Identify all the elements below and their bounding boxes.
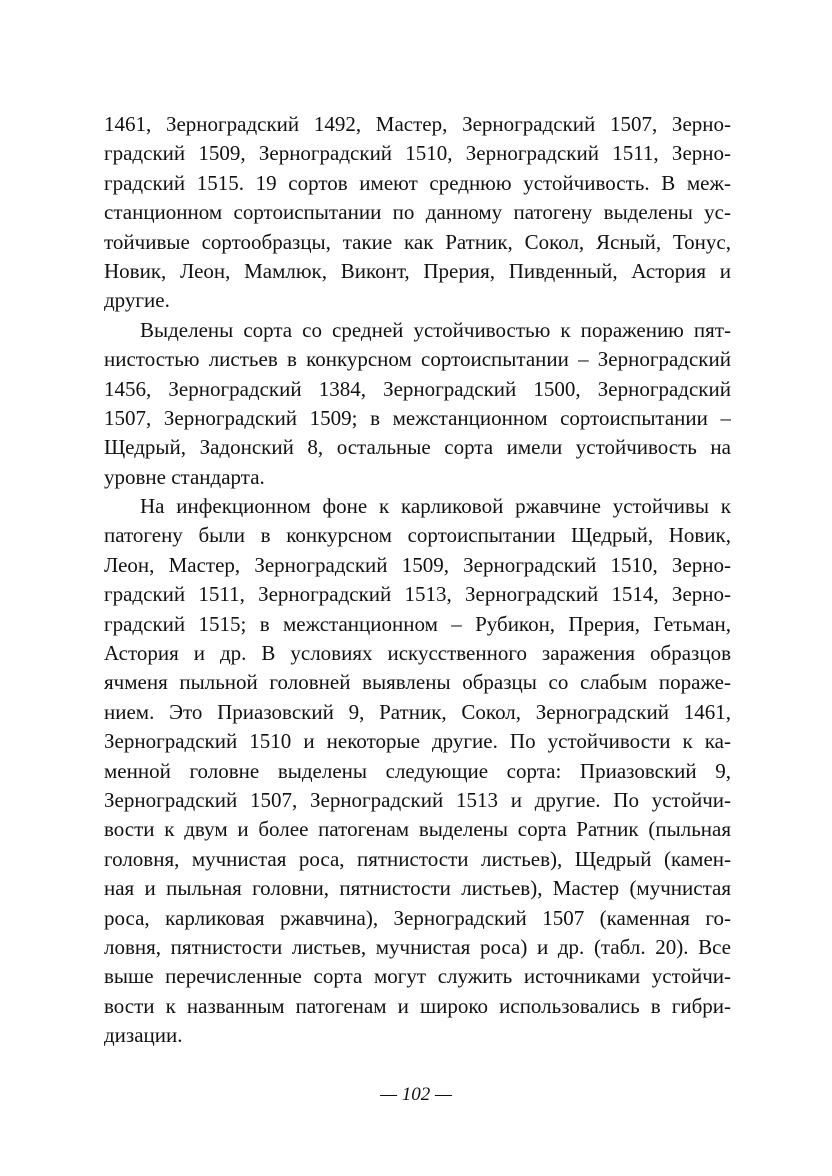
paragraph-2 xyxy=(104,316,731,492)
text-line: уровне стандарта. xyxy=(104,464,265,489)
text-line: ная и пыльная головни, пятнистости листьев), Мастер (мучнистая xyxy=(104,876,731,901)
text-line: На инфекционном фоне к карликовой ржавчине устойчивы к xyxy=(140,494,731,519)
text-line: 1461, Зерноградский 1492, Мастер, Зерноградский 1507, Зерно- xyxy=(104,112,731,136)
text-line: Новик, Леон, Мамлюк, Виконт, Прерия, Пивденный, Астория и xyxy=(104,258,731,283)
text-line: Выделены сорта со средней устойчивостью к поражению пят- xyxy=(140,317,731,342)
text-line: нием. Это Приазовский 9, Ратник, Сокол, Зерноградский 1461, xyxy=(104,699,731,724)
text-line: Астория и др. В условиях искусственного заражения образцов xyxy=(104,641,731,666)
text-line: вости к двум и более патогенам выделены сорта Ратник (пыльная xyxy=(104,817,731,842)
text-line: дизации. xyxy=(104,1023,183,1048)
text-line: станционном сортоиспытании по данному патогену выделены ус- xyxy=(104,200,731,225)
text-line: патогену были в конкурсном сортоиспытании Щедрый, Новик, xyxy=(104,523,731,548)
text-line: другие. xyxy=(104,288,170,313)
text-line: тойчивые сортообразцы, такие как Ратник, Сокол, Ясный, Тонус, xyxy=(104,229,731,254)
page-number: — 102 — xyxy=(380,1084,452,1105)
text-line: вости к названным патогенам и широко использовались в гибри- xyxy=(104,993,731,1018)
text-line: Зерноградский 1510 и некоторые другие. По устойчивости к ка- xyxy=(104,729,731,754)
text-line: градский 1515. 19 сортов имеют среднюю устойчивость. В меж- xyxy=(104,170,731,195)
text-line: 1456, Зерноградский 1384, Зерноградский 1500, Зерноградский xyxy=(104,376,731,401)
text-line: менной головне выделены следующие сорта: Приазовский 9, xyxy=(104,758,731,783)
text-line: ячменя пыльной головней выявлены образцы со слабым пораже- xyxy=(104,670,731,695)
text-line: головня, мучнистая роса, пятнистости листьев), Щедрый (камен- xyxy=(104,846,731,871)
text-line: роса, карликовая ржавчина), Зерноградский 1507 (каменная го- xyxy=(104,905,731,930)
paragraph-1 xyxy=(104,110,731,316)
text-line: градский 1511, Зерноградский 1513, Зерноградский 1514, Зерно- xyxy=(104,582,731,607)
text-line: нистостью листьев в конкурсном сортоиспытании – Зерноградский xyxy=(104,347,731,372)
text-line: Щедрый, Задонский 8, остальные сорта имели устойчивость на xyxy=(104,435,731,460)
text-line: 1507, Зерноградский 1509; в межстанционном сортоиспытании – xyxy=(104,405,731,430)
body-text xyxy=(104,110,731,1051)
text-line: градский 1509, Зерноградский 1510, Зерноградский 1511, Зерно- xyxy=(104,141,731,166)
text-line: выше перечисленные сорта могут служить источниками устойчи- xyxy=(104,964,731,989)
text-line: ловня, пятнистости листьев, мучнистая роса) и др. (табл. 20). Все xyxy=(104,934,731,959)
text-line: градский 1515; в межстанционном – Рубикон, Прерия, Гетьман, xyxy=(104,611,731,636)
text-line: Леон, Мастер, Зерноградский 1509, Зерноградский 1510, Зерно- xyxy=(104,552,731,577)
text-line: Зерноградский 1507, Зерноградский 1513 и другие. По устойчи- xyxy=(104,787,731,812)
paragraph-3 xyxy=(104,492,731,1050)
